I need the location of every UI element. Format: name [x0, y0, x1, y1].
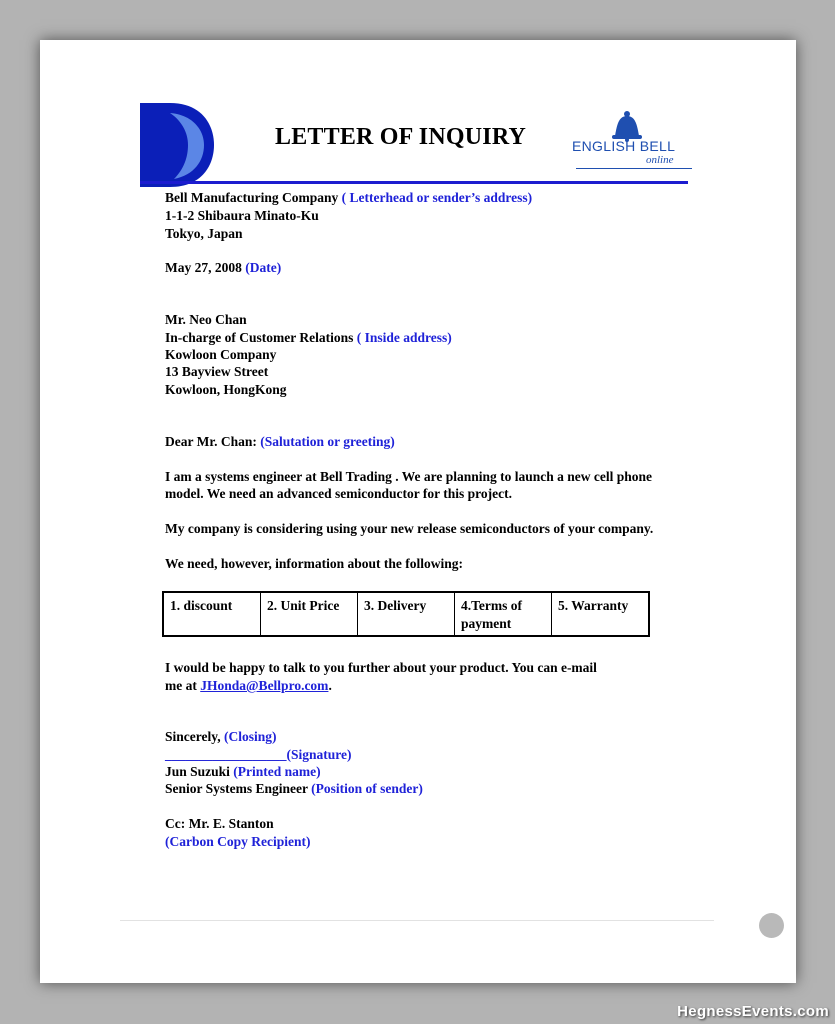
signature-note: (Signature)	[286, 747, 352, 762]
header-divider	[140, 181, 688, 184]
position-note: (Position of sender)	[311, 781, 423, 796]
closing-line	[165, 728, 277, 746]
closing-para-line1: I would be happy to talk to you further about your product. You can e-mail	[165, 660, 597, 675]
brand-subtitle: online	[646, 154, 674, 166]
printed-name-line	[165, 763, 321, 781]
table-cell: 1. discount	[164, 593, 261, 635]
inside-address-note: ( Inside address)	[356, 330, 452, 345]
letter-page	[40, 40, 796, 983]
terms-table	[162, 591, 650, 637]
closing-suffix: .	[328, 678, 332, 693]
recipient-street: 13 Bayview Street	[165, 364, 269, 379]
table-cell: 5. Warranty	[558, 598, 629, 613]
salutation-line	[165, 433, 395, 451]
recipient-company: Kowloon Company	[165, 347, 277, 362]
sender-company-line	[165, 189, 532, 207]
date-note: (Date)	[245, 260, 282, 275]
sender-note: ( Letterhead or sender’s address)	[341, 190, 533, 205]
recipient-name: Mr. Neo Chan	[165, 312, 247, 327]
email-link[interactable]: JHonda@Bellpro.com	[200, 678, 329, 693]
closing-note: (Closing)	[224, 729, 277, 744]
recipient-role: In-charge of Customer Relations	[165, 330, 354, 345]
sender-address-line2: Tokyo, Japan	[165, 226, 243, 241]
printed-name-note: (Printed name)	[233, 764, 321, 779]
english-bell-logo	[568, 110, 698, 172]
company-logo-icon	[140, 103, 214, 187]
recipient-city: Kowloon, HongKong	[165, 382, 287, 397]
printed-name: Jun Suzuki	[165, 764, 230, 779]
recipient-role-line	[165, 329, 452, 347]
body-para2: My company is considering using your new release semiconductors of your company.	[165, 521, 654, 536]
signature-blank: __________________	[165, 747, 287, 762]
date-line	[165, 259, 281, 277]
position-line	[165, 780, 423, 798]
cc-note: (Carbon Copy Recipient)	[165, 834, 311, 849]
table-cell: 3. Delivery	[358, 593, 455, 635]
brand-underline	[576, 168, 692, 169]
body-para3: We need, however, information about the following:	[165, 556, 463, 571]
sender-company: Bell Manufacturing Company	[165, 190, 339, 205]
body-para1-line1: I am a systems engineer at Bell Trading . We are planning to launch a new cell phone	[165, 469, 653, 484]
brand-name: ENGLISH BELL	[572, 138, 676, 154]
sender-address-line1: 1-1-2 Shibaura Minato-Ku	[165, 208, 319, 223]
letter-title: LETTER OF INQUIRY	[275, 124, 527, 150]
table-cell: 2. Unit Price	[261, 593, 358, 635]
sender-position: Senior Systems Engineer	[165, 781, 308, 796]
salutation-note: (Salutation or greeting)	[260, 434, 395, 449]
table-cell: 4.Terms of payment	[455, 593, 552, 635]
closing-para-line2	[165, 677, 332, 695]
salutation: Dear Mr. Chan:	[165, 434, 257, 449]
body-para1-line2: model. We need an advanced semiconductor for this project.	[165, 486, 512, 501]
watermark: HegnessEvents.com	[677, 1003, 829, 1020]
footer-divider	[120, 920, 714, 921]
signature-line	[165, 746, 352, 764]
page-indicator-icon	[759, 913, 784, 938]
cc-line: Cc: Mr. E. Stanton	[165, 816, 274, 831]
closing: Sincerely,	[165, 729, 221, 744]
date-value: May 27, 2008	[165, 260, 242, 275]
closing-prefix: me at	[165, 678, 197, 693]
